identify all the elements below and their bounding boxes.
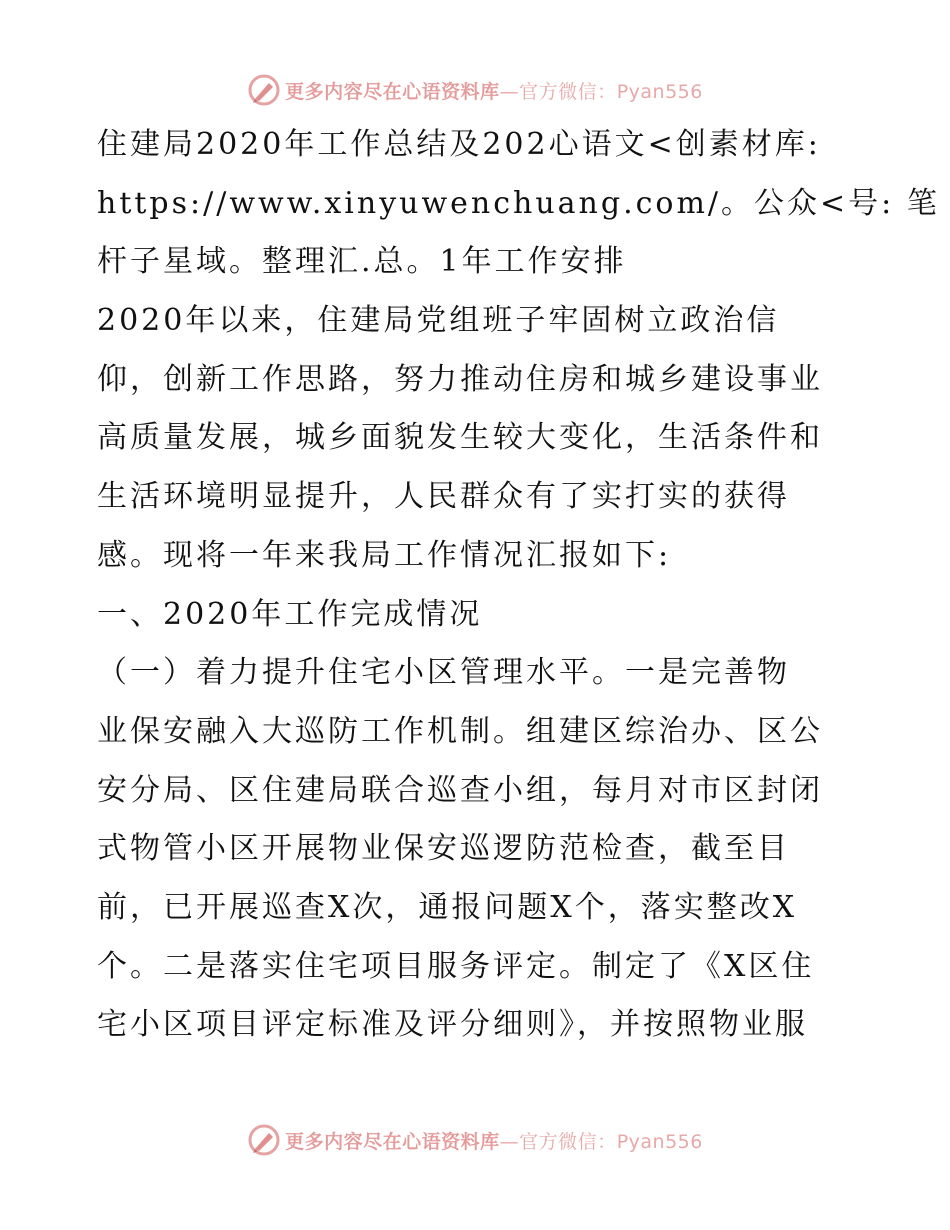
body-line: 前，已开展巡查X次，通报问题X个，落实整改X <box>97 889 798 925</box>
watermark-brand: 更多内容尽在心语资料库 <box>285 80 500 103</box>
title-line: 住建局2020年工作总结及202心语文<创素材库: <box>97 127 821 162</box>
intro-line: 仰，创新工作思路，努力推动住房和城乡建设事业 <box>97 361 823 397</box>
pen-logo-icon <box>247 73 281 107</box>
intro-line: 生活环境明显提升，人民群众有了实打实的获得 <box>97 479 790 515</box>
watermark-wechat-id: Pyan556 <box>616 80 703 103</box>
intro-line: 高质量发展，城乡面貌发生较大变化，生活条件和 <box>97 420 823 456</box>
watermark-banner-bottom <box>0 1120 950 1160</box>
watermark-suffix: 官方微信： <box>519 80 617 103</box>
watermark-dash: — <box>499 1130 520 1153</box>
body-line: （一）着力提升住宅小区管理水平。一是完善物 <box>97 655 790 691</box>
body-line: 安分局、区住建局联合巡查小组，每月对市区封闭 <box>97 772 823 808</box>
watermark-brand: 更多内容尽在心语资料库 <box>285 1130 500 1153</box>
watermark-wechat-id: Pyan556 <box>616 1130 703 1153</box>
section-heading: 一、2020年工作完成情况 <box>97 596 483 632</box>
watermark-dash: — <box>499 80 520 103</box>
watermark-text <box>285 1127 703 1154</box>
pen-logo-icon <box>247 1123 281 1157</box>
title-line: https://www.xinyuwenchuang.com/。公众<号: 笔 <box>97 185 940 221</box>
body-line: 式物管小区开展物业保安巡逻防范检查，截至目 <box>97 831 790 867</box>
document-body <box>97 126 940 1065</box>
watermark-banner-top <box>0 70 950 110</box>
watermark-suffix: 官方微信： <box>519 1130 617 1153</box>
watermark-text <box>285 77 703 104</box>
body-line: 业保安融入大巡防工作机制。组建区综治办、区公 <box>97 713 823 749</box>
intro-line: 感。现将一年来我局工作情况汇报如下: <box>97 537 672 573</box>
title-line: 杆子星域。整理汇.总。1年工作安排 <box>97 244 627 280</box>
body-line: 宅小区项目评定标准及评分细则》，并按照物业服 <box>97 1007 808 1043</box>
intro-line: 2020年以来，住建局党组班子牢固树立政治信 <box>97 303 780 339</box>
body-line: 个。二是落实住宅项目服务评定。制定了《X区住 <box>97 948 815 984</box>
